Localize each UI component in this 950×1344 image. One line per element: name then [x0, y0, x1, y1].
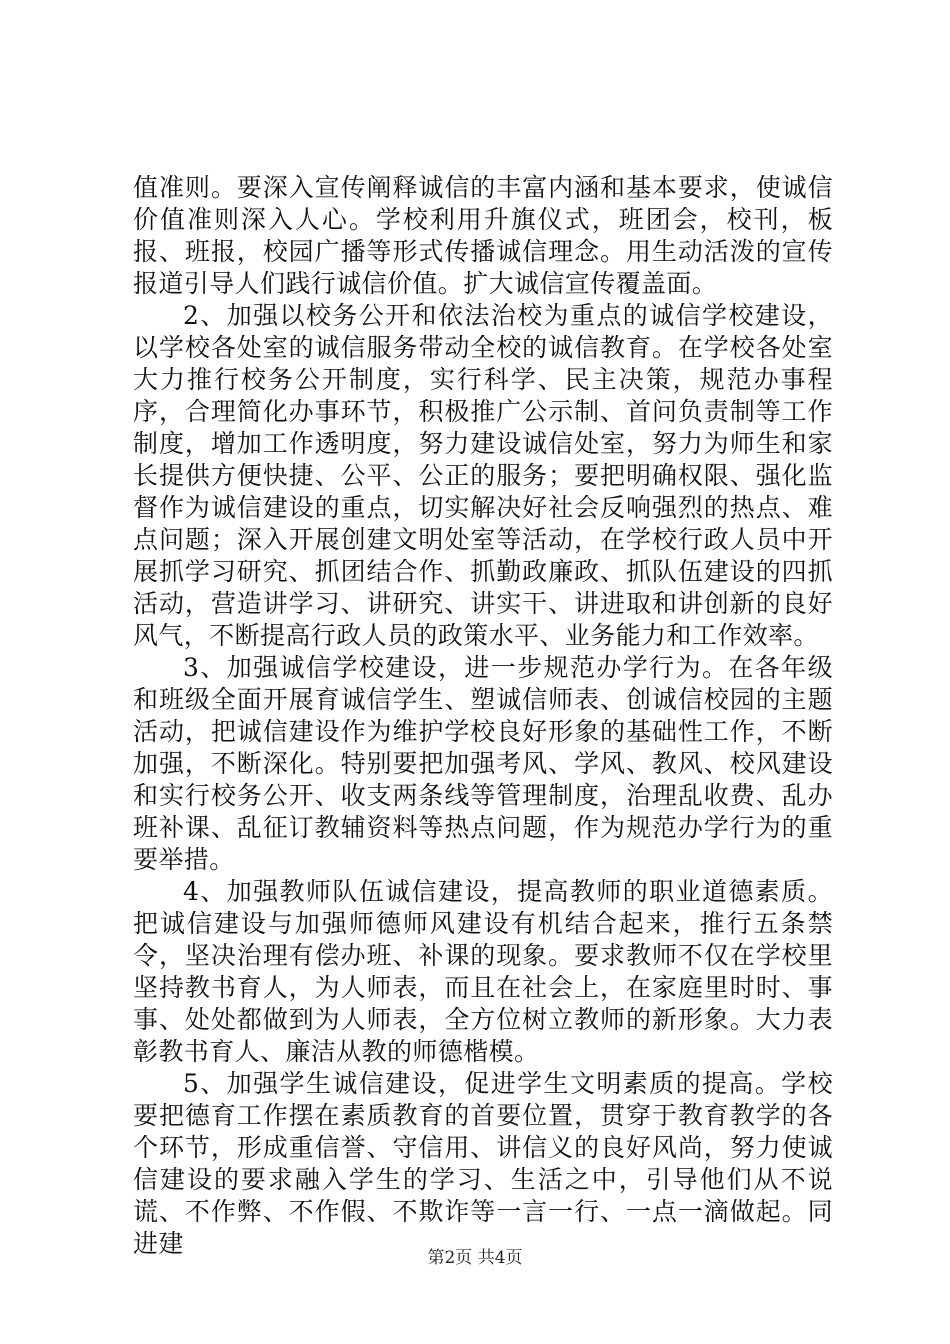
document-body — [133, 172, 833, 1260]
paragraph-2: 2、加强以校务公开和依法治校为重点的诚信学校建设，以学校各处室的诚信服务带动全校的诚信教育。在学校各处室大力推行校务公开制度，实行科学、民主决策，规范办事程序，合理简化办事环节，积极推广公示制、首问负责制等工作制度，增加工作透明度，努力建设诚信处室，努力为师生和家长提供方便快捷、公平、公正的服务；要把明确权限、强化监督作为诚信建设的重点，切实解决好社会反响强烈的热点、难点问题；深入开展创建文明处室等活动，在学校行政人员中开展抓学习研究、抓团结合作、抓勤政廉政、抓队伍建设的四抓活动，营造讲学习、讲研究、讲实干、讲进取和讲创新的良好风气，不断提高行政人员的政策水平、业务能力和工作效率。 — [133, 301, 833, 650]
paragraph-4: 4、加强教师队伍诚信建设，提高教师的职业道德素质。把诚信建设与加强师德师风建设有机结合起来，推行五条禁令，坚决治理有偿办班、补课的现象。要求教师不仅在学校里坚持教书育人，为人师表，而且在社会上，在家庭里时时、事事、处处都做到为人师表，全方位树立教师的新形象。大力表彰教书育人、廉洁从教的师德楷模。 — [133, 877, 833, 1066]
paragraph-5: 5、加强学生诚信建设，促进学生文明素质的提高。学校要把德育工作摆在素质教育的首要位置，贯穿于教育教学的各个环节，形成重信誉、守信用、讲信义的良好风尚，努力使诚信建设的要求融入学生的学习、生活之中，引导他们从不说谎、不作弊、不作假、不欺诈等一言一行、一点一滴做起。同进建 — [133, 1069, 833, 1258]
paragraph-3: 3、加强诚信学校建设，进一步规范办学行为。在各年级和班级全面开展育诚信学生、塑诚信师表、创诚信校园的主题活动，把诚信建设作为维护学校良好形象的基础性工作，不断加强，不断深化。特别要把加强考风、学风、教风、校风建设和实行校务公开、收支两条线等管理制度，治理乱收费、乱办班补课、乱征订教辅资料等热点问题，作为规范办学行为的重要举措。 — [133, 653, 833, 874]
page-footer: 第2页 共4页 — [427, 1248, 523, 1268]
paragraph-1: 值准则。要深入宣传阐释诚信的丰富内涵和基本要求，使诚信价值准则深入人心。学校利用升旗仪式，班团会，校刊，板报、班报，校园广播等形式传播诚信理念。用生动活泼的宣传报道引导人们践行诚信价值。扩大诚信宣传覆盖面。 — [133, 173, 833, 298]
